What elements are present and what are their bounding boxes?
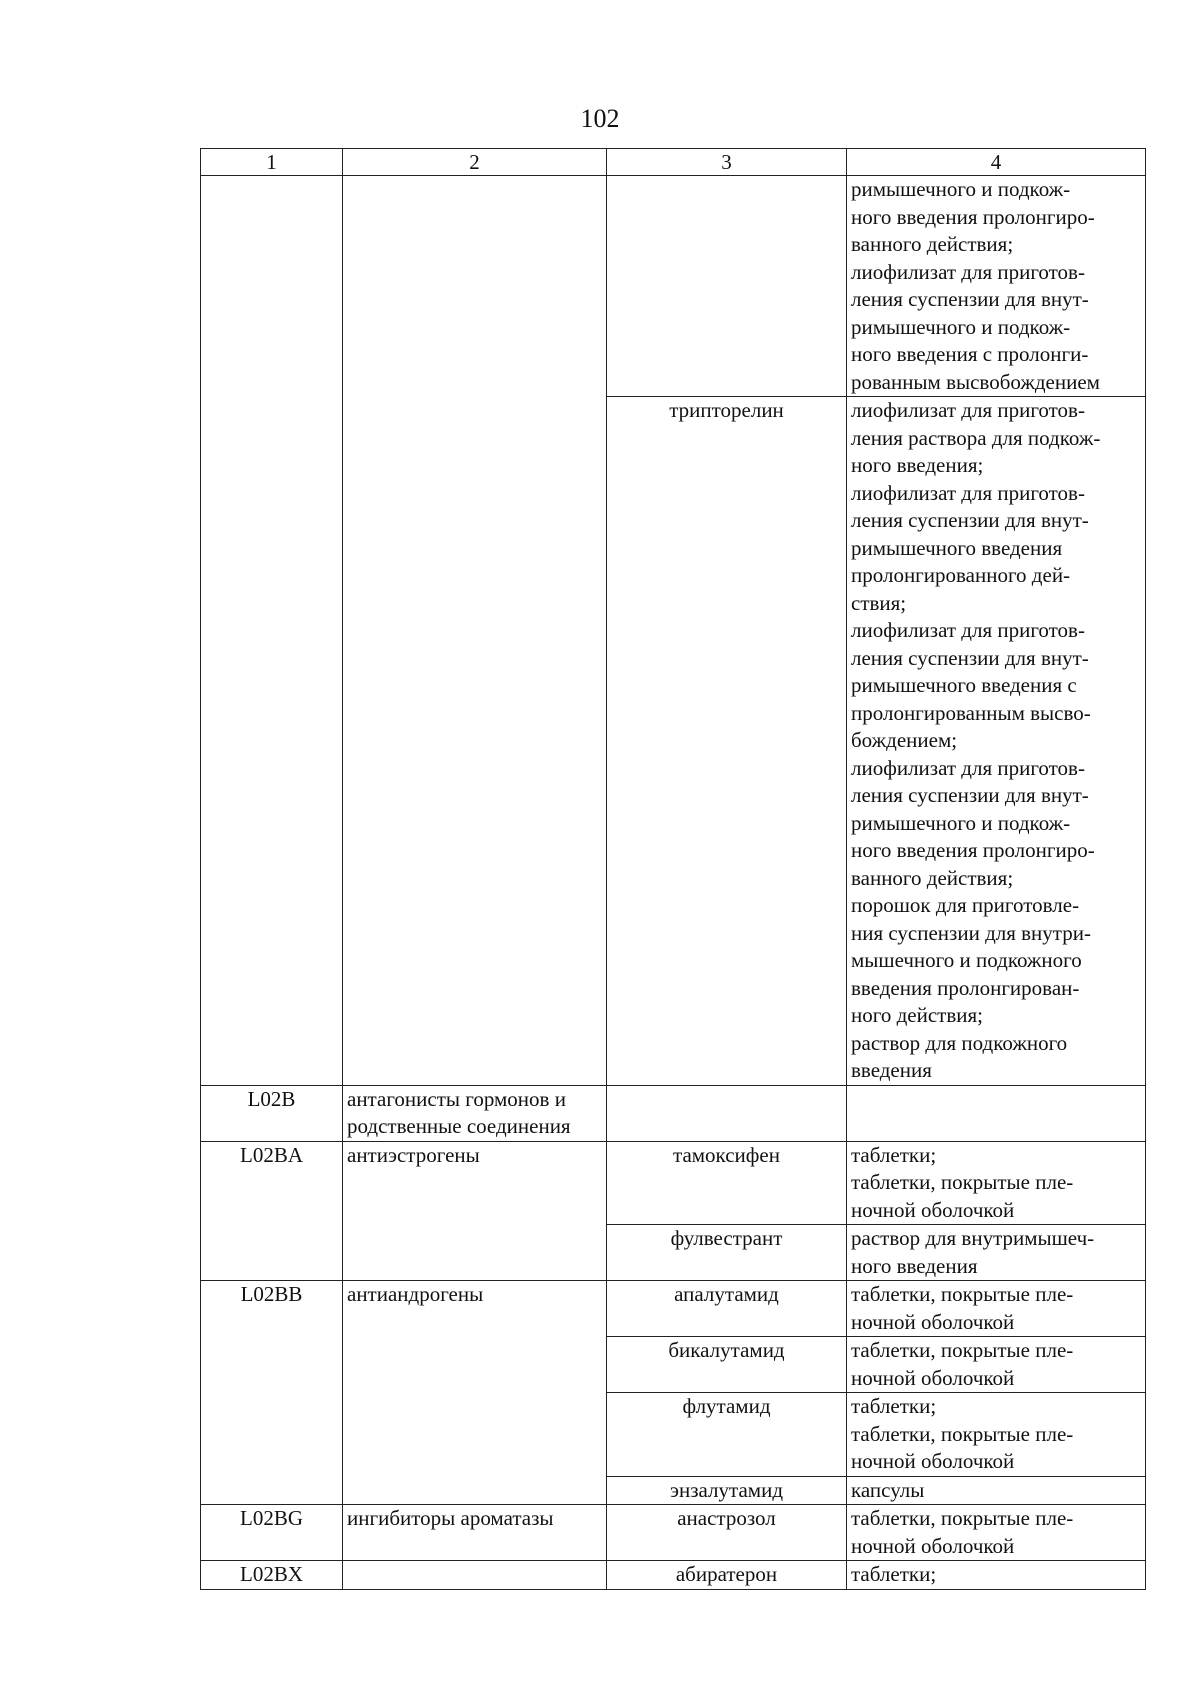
column-header: 1 [201,149,343,176]
dosage-forms-cell [847,1476,1146,1505]
cell-text-line: ления суспензии для внут- [851,287,1089,311]
drug-name-cell [607,176,847,397]
cell-text-line: введения пролонгирован- [851,975,1080,1000]
atc-code-cell: L02B [201,1085,343,1141]
drug-name-cell [607,1085,847,1141]
dosage-forms-cell [847,1337,1146,1393]
cell-text-line: лиофилизат для приготов- [851,755,1085,780]
drug-name-cell: трипторелин [607,397,847,1086]
drug-name-cell: энзалутамид [607,1476,847,1505]
atc-code-cell: L02BB [201,1281,343,1505]
group-name-cell [343,1505,607,1561]
cell-text-line: антиэстрогены [347,1142,480,1167]
cell-text-line: ночной оболочкой [851,1449,1015,1473]
cell-text-line: римышечного введения [851,535,1063,560]
page-number: 102 [580,104,620,133]
cell-text-line: пролонгированным высво- [851,700,1091,725]
cell-text-line: ления суспензии для внут- [851,645,1089,670]
cell-text-line: таблетки; [851,1142,937,1167]
cell-text-line: ления суспензии для внут- [851,783,1089,807]
atc-code-cell: L02BG [201,1505,343,1561]
atc-code-cell: L02BA [201,1141,343,1281]
cell-text-line: родственные соединения [347,1114,571,1138]
cell-text-line: бождением; [851,728,958,752]
cell-text-line: ного введения; [851,453,984,477]
cell-text-line: антагонисты гормонов и [347,1086,566,1111]
cell-text-line: ванного действия; [851,865,1014,890]
dosage-forms-cell [847,397,1146,1086]
cell-text-line: ного действия; [851,1003,983,1027]
dosage-forms-cell [847,1141,1146,1225]
column-header: 4 [847,149,1146,176]
table-header-row [201,149,1146,176]
table-row [201,1561,1146,1590]
cell-text-line: римышечного и подкож- [851,177,1071,201]
dosage-forms-cell [847,176,1146,397]
cell-text-line: введения [851,1058,932,1082]
cell-text-line: лиофилизат для приготов- [851,480,1085,505]
cell-text-line: ления суспензии для внут- [851,508,1089,532]
column-header: 2 [343,149,607,176]
drug-name-cell: тамоксифен [607,1141,847,1225]
cell-text-line: порошок для приготовле- [851,893,1080,917]
atc-code-cell: L02BX [201,1561,343,1590]
cell-text-line: лиофилизат для приготов- [851,618,1085,642]
group-name-cell [343,176,607,1086]
group-name-cell [343,1085,607,1141]
dosage-forms-cell [847,1225,1146,1281]
group-name-cell [343,1281,607,1505]
cell-text-line: ванного действия; [851,232,1014,256]
cell-text-line: таблетки, покрытые пле- [851,1170,1074,1194]
group-name-cell [343,1561,607,1590]
dosage-forms-cell [847,1561,1146,1590]
dosage-forms-cell [847,1505,1146,1561]
cell-text-line: ночной оболочкой [851,1309,1015,1334]
cell-text-line: римышечного и подкож- [851,810,1071,835]
cell-text-line: ния суспензии для внутри- [851,920,1091,945]
drug-name-cell: бикалутамид [607,1337,847,1393]
cell-text-line: таблетки, покрытые пле- [851,1282,1074,1306]
column-header: 3 [607,149,847,176]
cell-text-line: ствия; [851,590,907,615]
cell-text-line: таблетки; [851,1562,937,1586]
table-row [201,1141,1146,1225]
cell-text-line: мышечного и подкожного [851,948,1082,972]
drug-name-cell: апалутамид [607,1281,847,1337]
cell-text-line: ного введения пролонгиро- [851,204,1095,229]
atc-code-cell [201,176,343,1086]
cell-text-line: таблетки, покрытые пле- [851,1421,1074,1446]
dosage-forms-cell [847,1281,1146,1337]
cell-text-line: капсулы [851,1477,925,1502]
cell-text-line: таблетки, покрытые пле- [851,1338,1074,1362]
dosage-forms-cell [847,1393,1146,1477]
table-row [201,176,1146,397]
cell-text-line: ночной оболочкой [851,1365,1015,1390]
cell-text-line: раствор для подкожного [851,1030,1068,1055]
cell-text-line: пролонгированного дей- [851,563,1071,587]
cell-text-line: лиофилизат для приготов- [851,259,1085,284]
cell-text-line: раствор для внутримышеч- [851,1226,1095,1250]
cell-text-line: ночной оболочкой [851,1533,1015,1558]
cell-text-line: римышечного введения с [851,673,1077,697]
cell-text-line: ления раствора для подкож- [851,425,1101,450]
drug-table [200,148,1146,1590]
cell-text-line: ного введения с пролонги- [851,342,1089,366]
cell-text-line: римышечного и подкож- [851,314,1071,339]
cell-text-line: таблетки; [851,1394,937,1418]
cell-text-line: ного введения [851,1253,978,1278]
cell-text-line: ингибиторы ароматазы [347,1506,554,1530]
drug-name-cell: абиратерон [607,1561,847,1590]
cell-text-line: рованным высвобождением [851,369,1100,394]
cell-text-line: ного введения пролонгиро- [851,838,1095,862]
cell-text-line: лиофилизат для приготов- [851,398,1085,422]
drug-name-cell: флутамид [607,1393,847,1477]
table-row [201,1281,1146,1337]
cell-text-line: антиандрогены [347,1282,484,1306]
table-row [201,1085,1146,1141]
group-name-cell [343,1141,607,1281]
cell-text-line: ночной оболочкой [851,1197,1015,1222]
dosage-forms-cell [847,1085,1146,1141]
table-row [201,1505,1146,1561]
drug-name-cell: анастрозол [607,1505,847,1561]
cell-text-line: таблетки, покрытые пле- [851,1506,1074,1530]
drug-name-cell: фулвестрант [607,1225,847,1281]
